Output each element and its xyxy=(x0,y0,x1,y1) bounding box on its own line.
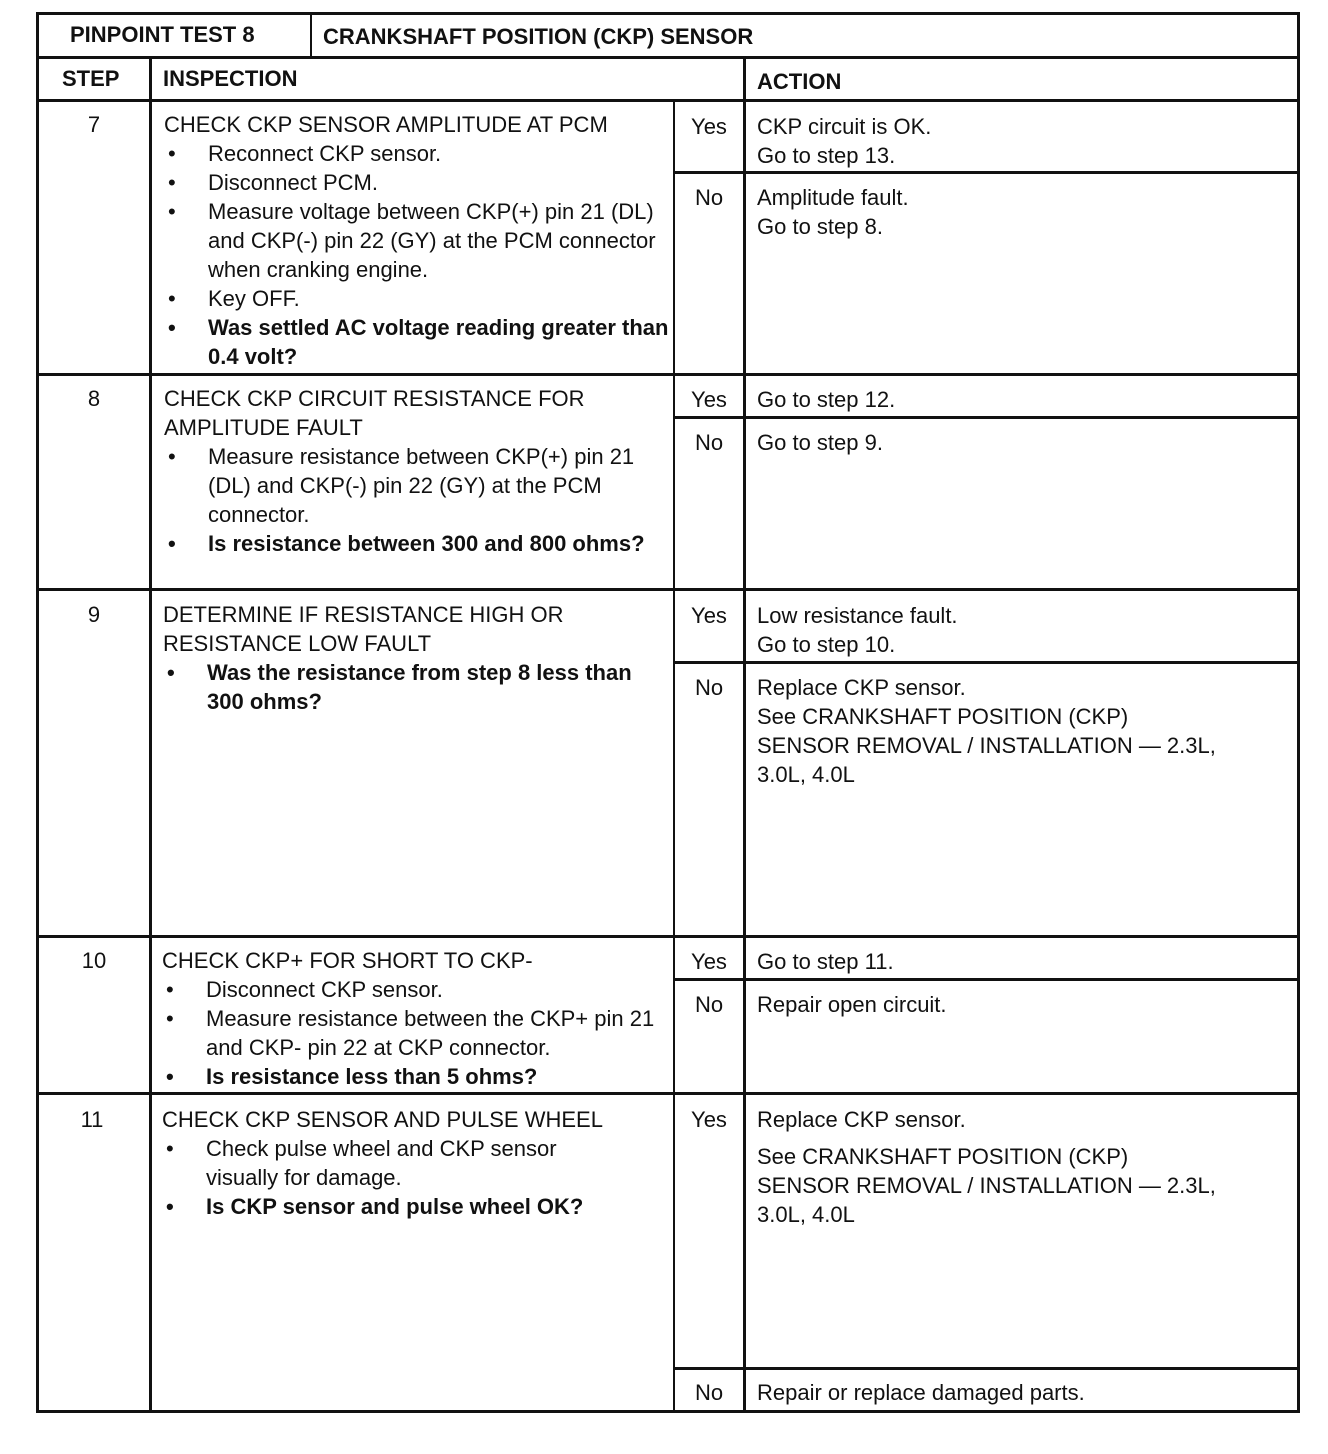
no-action xyxy=(757,990,947,1019)
inspection-question: • Was the resistance from step 8 less than 300 ohms? xyxy=(163,658,633,716)
action-line: SENSOR REMOVAL / INSTALLATION — 2.3L, xyxy=(757,1173,1216,1198)
inspection-cell xyxy=(163,600,633,716)
action-line: 3.0L, 4.0L xyxy=(757,762,855,787)
divider xyxy=(36,56,1300,59)
divider xyxy=(674,1367,1300,1370)
inspection-list xyxy=(164,139,670,371)
action-line: Repair open circuit. xyxy=(757,992,947,1017)
inspection-question: • Is resistance less than 5 ohms? xyxy=(162,1062,668,1091)
inspection-item: • Measure voltage between CKP(+) pin 21 (DL) and CKP(-) pin 22 (GY) at the PCM connector when cranking engine. xyxy=(164,197,670,284)
step-number: 9 xyxy=(87,602,101,627)
yes-label: Yes xyxy=(691,114,727,139)
no-action xyxy=(757,673,1216,789)
divider xyxy=(149,57,152,1411)
divider xyxy=(36,588,1300,591)
step-title: CHECK CKP SENSOR AMPLITUDE AT PCM xyxy=(164,112,608,137)
inspection-item: • Key OFF. xyxy=(164,284,670,313)
divider xyxy=(674,171,1300,174)
yes-action xyxy=(757,112,931,170)
yes-action xyxy=(757,601,958,659)
inspection-list xyxy=(163,658,633,716)
divider xyxy=(36,99,1300,102)
no-label: No xyxy=(694,992,724,1017)
inspection-cell xyxy=(164,384,664,558)
inspection-cell xyxy=(162,1105,668,1221)
divider xyxy=(310,12,312,58)
step-title: CHECK CKP SENSOR AND PULSE WHEEL xyxy=(162,1107,603,1132)
divider xyxy=(673,100,675,1411)
action-column-header: ACTION xyxy=(757,69,842,94)
yes-label: Yes xyxy=(691,1107,727,1132)
inspection-cell xyxy=(164,110,670,371)
no-action xyxy=(757,428,883,457)
action-line: Go to step 8. xyxy=(757,214,883,239)
yes-label: Yes xyxy=(691,387,727,412)
yes-label: Yes xyxy=(691,603,727,628)
no-action xyxy=(757,183,909,241)
no-label: No xyxy=(694,1380,724,1405)
step-title: DETERMINE IF RESISTANCE HIGH OR RESISTANCE LOW FAULT xyxy=(163,602,564,656)
divider xyxy=(674,661,1300,664)
inspection-item: • Measure resistance between CKP(+) pin 21 (DL) and CKP(-) pin 22 (GY) at the PCM connector. xyxy=(164,442,664,529)
inspection-item: • Disconnect CKP sensor. xyxy=(162,975,668,1004)
action-line: See CRANKSHAFT POSITION (CKP) xyxy=(757,704,1129,729)
step-column-header: STEP xyxy=(62,66,120,91)
action-line: Go to step 10. xyxy=(757,632,896,657)
divider xyxy=(36,935,1300,938)
step-title: CHECK CKP CIRCUIT RESISTANCE FOR AMPLITUDE FAULT xyxy=(164,386,585,440)
inspection-list xyxy=(164,442,664,558)
action-line: SENSOR REMOVAL / INSTALLATION — 2.3L, xyxy=(757,733,1216,758)
step-number: 10 xyxy=(81,948,107,973)
inspection-item: • Measure resistance between the CKP+ pin 21 and CKP- pin 22 at CKP connector. xyxy=(162,1004,668,1062)
divider xyxy=(36,373,1300,376)
action-line: Amplitude fault. xyxy=(757,185,909,210)
inspection-question: • Is CKP sensor and pulse wheel OK? xyxy=(162,1192,668,1221)
yes-action xyxy=(757,385,895,414)
action-line: Replace CKP sensor. xyxy=(757,675,966,700)
yes-action xyxy=(757,1105,1216,1229)
no-action xyxy=(757,1378,1085,1407)
no-label: No xyxy=(694,185,724,210)
table-border xyxy=(36,12,1300,15)
table-border xyxy=(36,12,39,1413)
action-line: 3.0L, 4.0L xyxy=(757,1202,855,1227)
action-line: Repair or replace damaged parts. xyxy=(757,1380,1085,1405)
inspection-item: • Check pulse wheel and CKP sensor visually for damage. xyxy=(162,1134,668,1192)
inspection-column-header: INSPECTION xyxy=(163,66,298,91)
test-title: CRANKSHAFT POSITION (CKP) SENSOR xyxy=(323,24,754,49)
divider xyxy=(743,57,746,1411)
divider xyxy=(36,1092,1300,1095)
divider xyxy=(674,978,1300,981)
action-line: Go to step 13. xyxy=(757,143,896,168)
step-title: CHECK CKP+ FOR SHORT TO CKP- xyxy=(162,948,533,973)
action-line: See CRANKSHAFT POSITION (CKP) xyxy=(757,1144,1129,1169)
action-line: CKP circuit is OK. xyxy=(757,114,932,139)
action-line: Replace CKP sensor. xyxy=(757,1107,966,1132)
table-border xyxy=(1297,12,1300,1413)
inspection-question: • Is resistance between 300 and 800 ohms? xyxy=(164,529,664,558)
table-border xyxy=(36,1410,1300,1413)
action-line: Go to step 9. xyxy=(757,430,883,455)
divider xyxy=(674,416,1300,419)
no-label: No xyxy=(694,430,724,455)
yes-label: Yes xyxy=(691,949,727,974)
action-line: Go to step 11. xyxy=(757,949,894,974)
step-number: 7 xyxy=(87,112,101,137)
inspection-item: • Reconnect CKP sensor. xyxy=(164,139,670,168)
action-line: Low resistance fault. xyxy=(757,603,958,628)
inspection-list xyxy=(162,1134,668,1221)
step-number: 8 xyxy=(87,386,101,411)
inspection-cell xyxy=(162,946,668,1091)
yes-action xyxy=(757,947,894,976)
action-line: Go to step 12. xyxy=(757,387,896,412)
test-label: PINPOINT TEST 8 xyxy=(70,22,255,47)
inspection-item: • Disconnect PCM. xyxy=(164,168,670,197)
inspection-question: • Was settled AC voltage reading greater than 0.4 volt? xyxy=(164,313,670,371)
no-label: No xyxy=(694,675,724,700)
inspection-list xyxy=(162,975,668,1091)
step-number: 11 xyxy=(80,1107,104,1132)
